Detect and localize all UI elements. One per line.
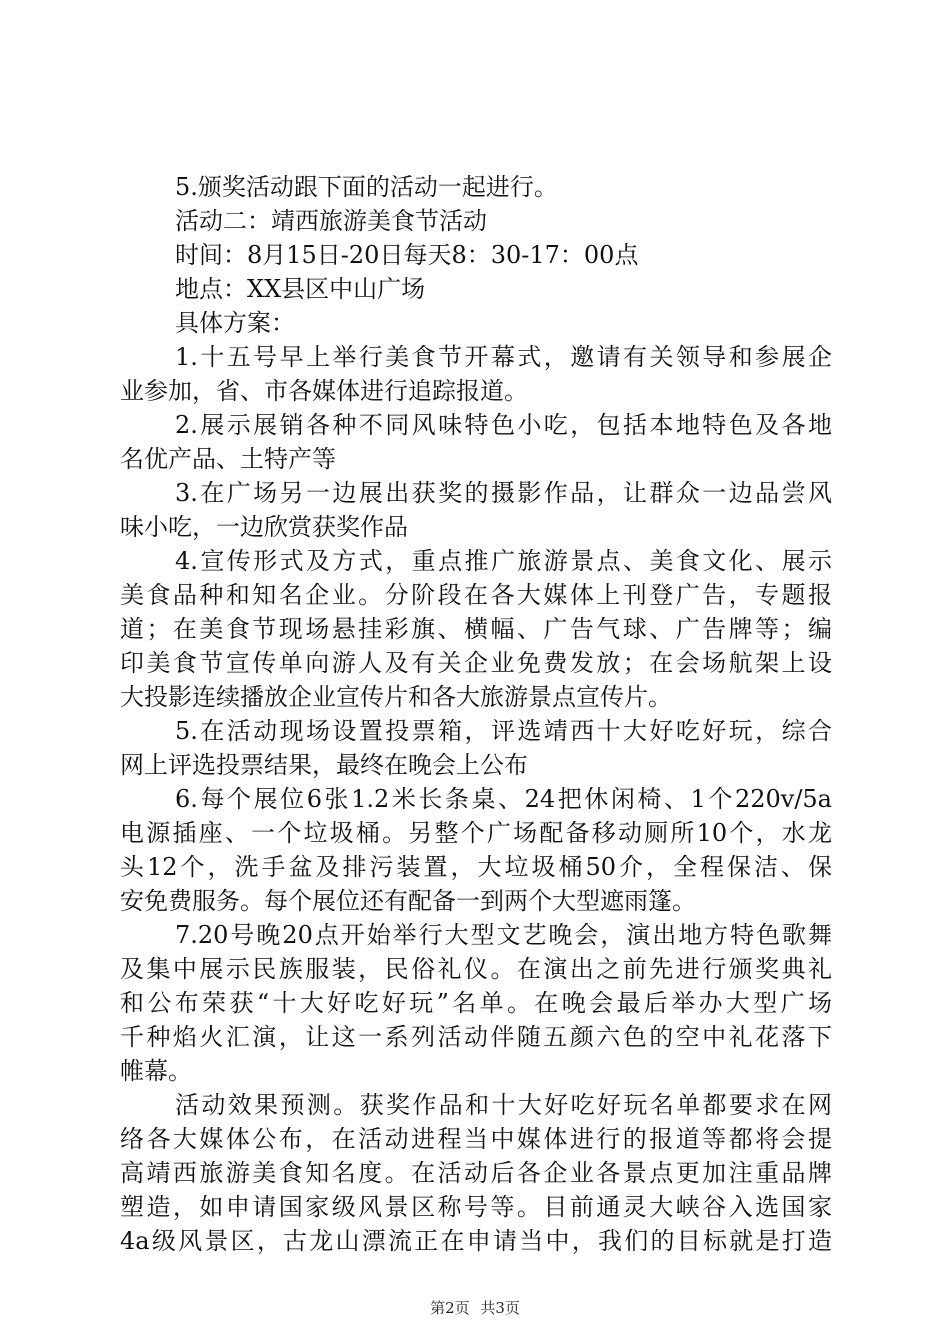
text-line: 络各大媒体公布，在活动进程当中媒体进行的报道等都将会提 — [120, 1125, 832, 1153]
text-line: 7.20号晚20点开始举行大型文艺晚会，演出地方特色歌舞 — [175, 921, 832, 949]
text-line: 和公布荣获“十大好吃好玩”名单。在晚会最后举办大型广场 — [120, 989, 832, 1017]
text-line: 4.宣传形式及方式，重点推广旅游景点、美食文化、展示 — [175, 547, 832, 575]
text-line: 头12个，洗手盆及排污装置，大垃圾桶50介，全程保洁、保 — [120, 853, 832, 881]
text-line: 高靖西旅游美食知名度。在活动后各企业各景点更加注重品牌 — [120, 1159, 832, 1187]
text-line: 美食品种和知名企业。分阶段在各大媒体上刊登广告，专题报 — [120, 581, 832, 609]
text-line: 及集中展示民族服装，民俗礼仪。在演出之前先进行颁奖典礼 — [120, 955, 832, 983]
page-number-current: 第2页 — [430, 1299, 470, 1317]
text-line: 3.在广场另一边展出获奖的摄影作品，让群众一边品尝风 — [175, 479, 832, 507]
page-footer — [0, 1298, 950, 1318]
text-line: 安免费服务。每个展位还有配备一到两个大型遮雨篷。 — [120, 887, 696, 915]
text-line: 帷幕。 — [120, 1057, 192, 1085]
text-line: 5.在活动现场设置投票箱，评选靖西十大好吃好玩，综合 — [175, 717, 832, 745]
text-line: 时间：8月15日-20日每天8：30-17：00点 — [175, 241, 639, 269]
text-line: 电源插座、一个垃圾桶。另整个广场配备移动厕所10个，水龙 — [120, 819, 832, 847]
text-line: 具体方案： — [175, 309, 295, 337]
page-number-total: 共3页 — [480, 1299, 520, 1317]
text-line: 名优产品、土特产等 — [120, 445, 336, 473]
text-line: 2.展示展销各种不同风味特色小吃，包括本地特色及各地 — [175, 411, 832, 439]
text-line: 印美食节宣传单向游人及有关企业免费发放；在会场航架上设 — [120, 649, 832, 677]
text-line: 味小吃，一边欣赏获奖作品 — [120, 513, 408, 541]
text-line: 6.每个展位6张1.2米长条桌、24把休闲椅、1个220v/5a — [175, 785, 832, 813]
text-line: 活动效果预测。获奖作品和十大好吃好玩名单都要求在网 — [175, 1091, 832, 1119]
document-body — [120, 170, 832, 1258]
text-line: 大投影连续播放企业宣传片和各大旅游景点宣传片。 — [120, 683, 672, 711]
text-line: 5.颁奖活动跟下面的活动一起进行。 — [175, 173, 558, 201]
text-line: 千种焰火汇演，让这一系列活动伴随五颜六色的空中礼花落下 — [120, 1023, 832, 1051]
text-line: 道；在美食节现场悬挂彩旗、横幅、广告气球、广告牌等；编 — [120, 615, 832, 643]
text-line: 1.十五号早上举行美食节开幕式，邀请有关领导和参展企 — [175, 343, 832, 371]
text-line: 地点：XX县区中山广场 — [175, 275, 426, 303]
text-line: 4a级风景区，古龙山漂流正在申请当中，我们的目标就是打造 — [120, 1227, 832, 1255]
text-line: 业参加，省、市各媒体进行追踪报道。 — [120, 377, 528, 405]
text-line: 网上评选投票结果，最终在晚会上公布 — [120, 751, 528, 779]
text-line: 塑造，如申请国家级风景区称号等。目前通灵大峡谷入选国家 — [120, 1193, 832, 1221]
text-line: 活动二：靖西旅游美食节活动 — [175, 207, 487, 235]
